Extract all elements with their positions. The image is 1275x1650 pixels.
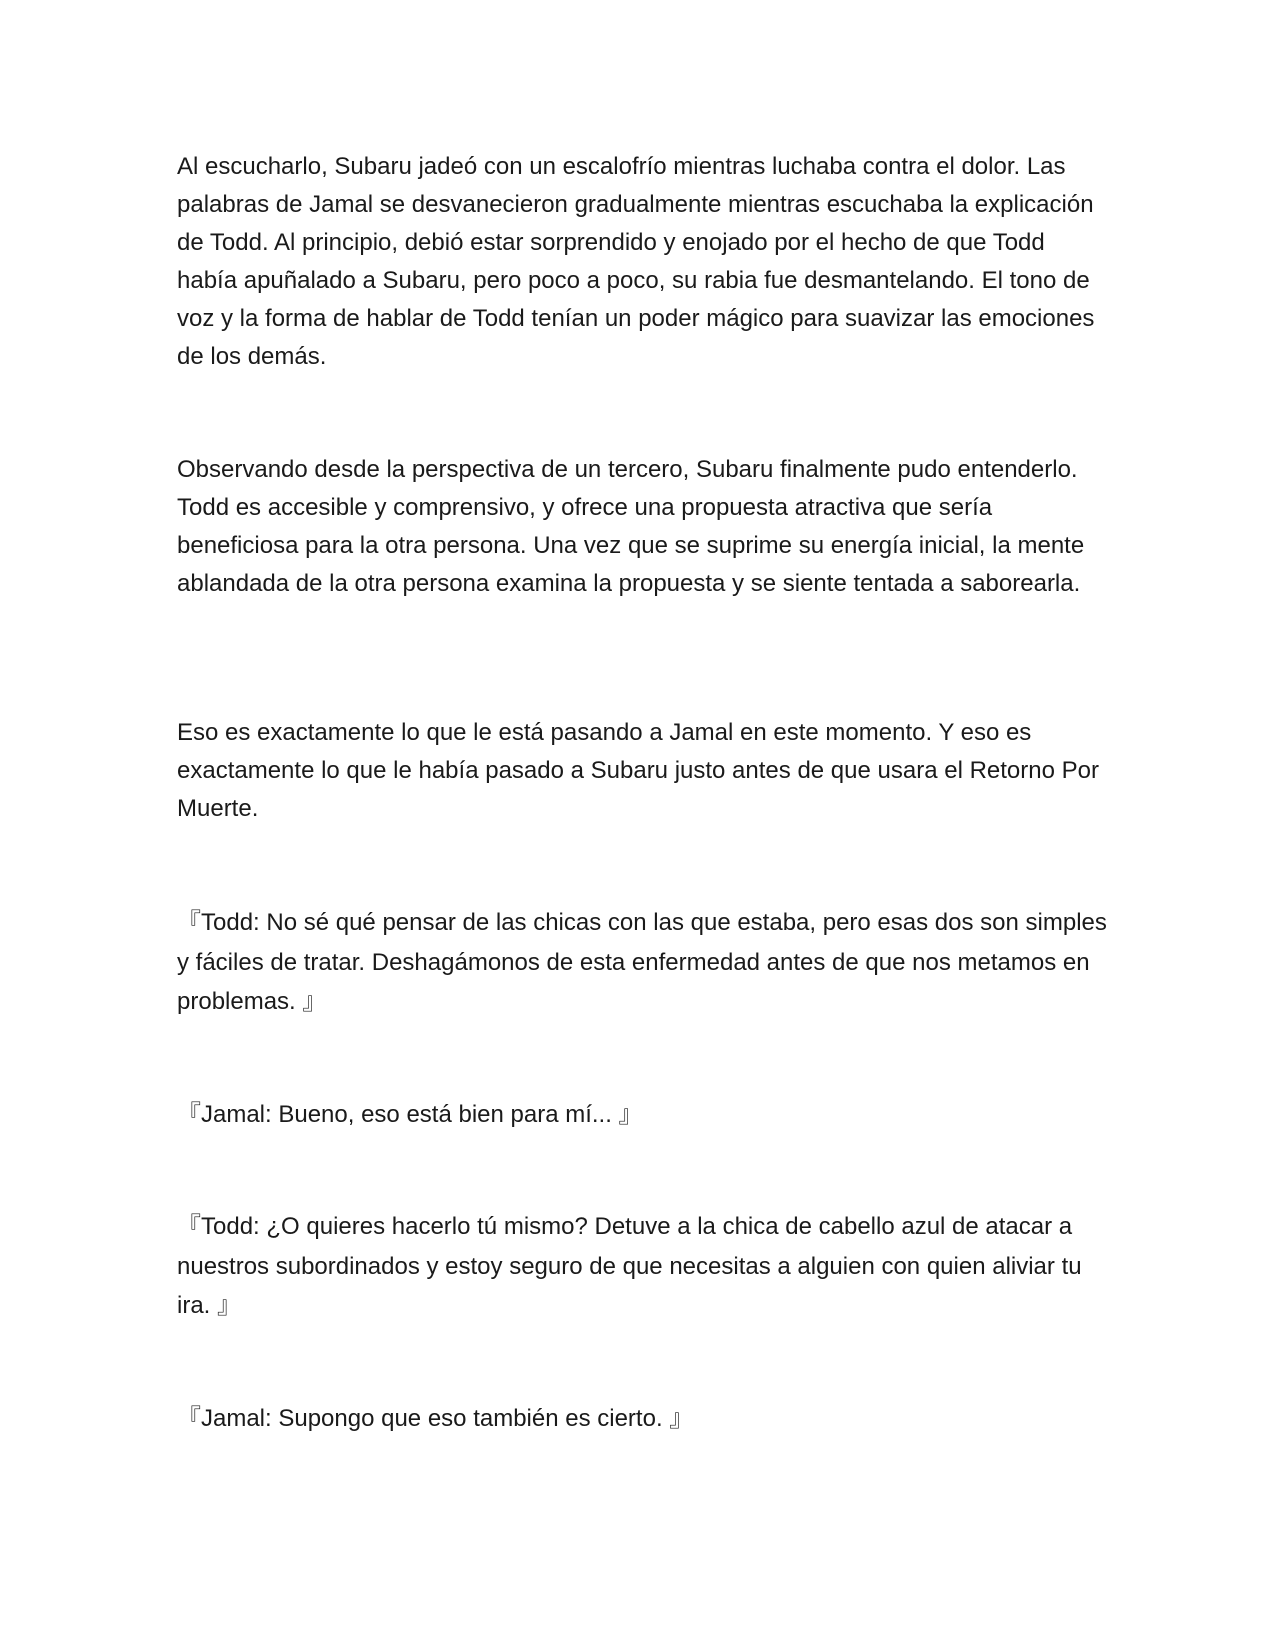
paragraph: Al escucharlo, Subaru jadeó con un escalofrío mientras luchaba contra el dolor. Las palabras de Jamal se desvanecieron gradualmente mientras escuchaba la explicación de Todd. Al principio, debió estar sorprendido y enojado por el hecho de que Todd había apuñalado a Subaru, pero poco a poco, su rabia fue desmantelando. El tono de voz y la forma de hablar de Todd tenían un poder mágico para suavizar las emociones de los demás. xyxy=(177,153,1095,370)
dialogue-line: 『Jamal: Bueno, eso está bien para mí... 』 xyxy=(177,1101,643,1128)
paragraph: Observando desde la perspectiva de un tercero, Subaru finalmente pudo entenderlo. Todd es accesible y comprensivo, y ofrece una propuesta atractiva que sería beneficiosa para la otra persona. Una vez que se suprime su energía inicial, la mente ablandada de la otra persona examina la propuesta y se siente tentada a saborearla. xyxy=(177,456,1085,597)
dialogue-line: 『Jamal: Supongo que eso también es cierto. 』 xyxy=(177,1405,694,1432)
paragraph: Eso es exactamente lo que le está pasando a Jamal en este momento. Y eso es exactamente lo que le había pasado a Subaru justo antes de que usara el Retorno Por Muerte. xyxy=(177,719,1099,822)
dialogue-line: 『Todd: No sé qué pensar de las chicas con las que estaba, pero esas dos son simples y fáciles de tratar. Deshagámonos de esta enfermedad antes de que nos metamos en problemas. 』 xyxy=(177,909,1107,1015)
dialogue-line: 『Todd: ¿O quieres hacerlo tú mismo? Detuve a la chica de cabello azul de atacar a nuestros subordinados y estoy seguro de que necesitas a alguien con quien aliviar tu ira. 』 xyxy=(177,1213,1082,1319)
